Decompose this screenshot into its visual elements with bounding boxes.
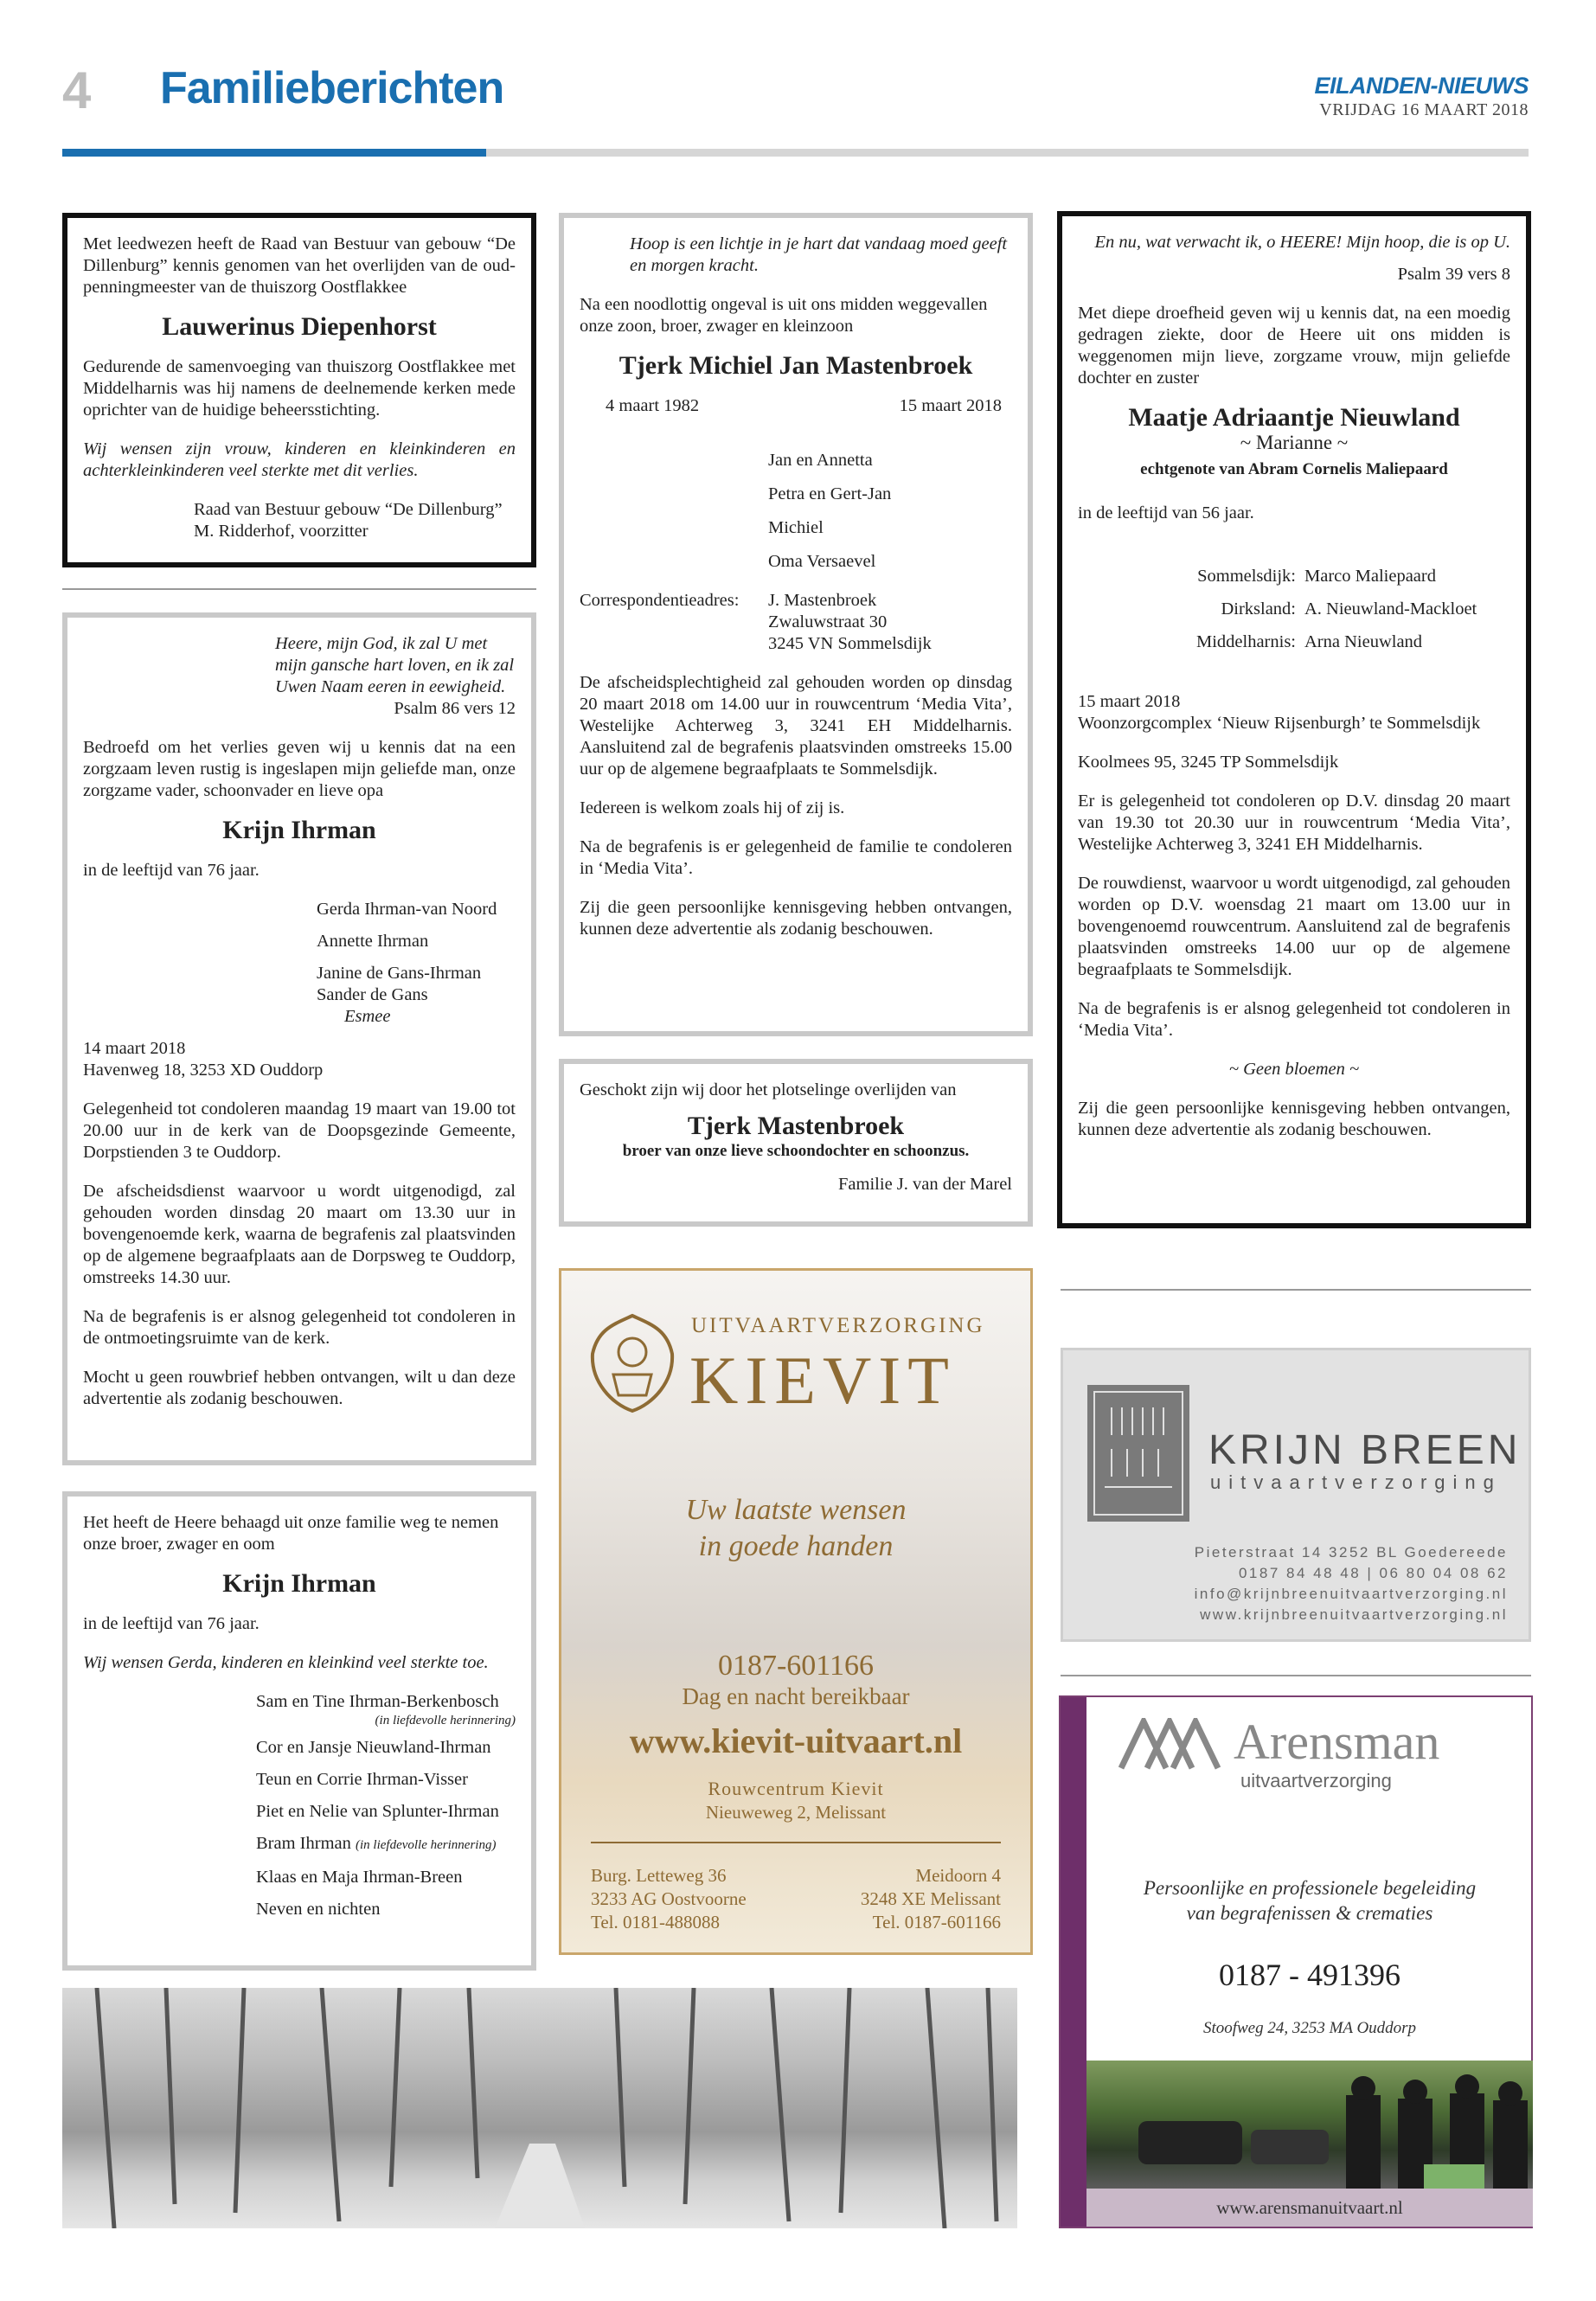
notice-intro: Na een noodlottig ongeval is uit ons midden weggevallen onze zoon, broer, zwager en kleinzoon (580, 295, 988, 336)
no-flowers-note: ~ Geen bloemen ~ (1228, 1060, 1360, 1079)
section-title: Familieberichten (160, 63, 504, 113)
deceased-age: in de leeftijd van 76 jaar. (83, 861, 260, 880)
service-info: De afscheidsdienst waarvoor u wordt uitgenodigd, zal gehouden worden dinsdag 20 maart om 13.30 uur in bovengenoemde kerk, waarna de begrafenis zal plaatsvinden op de algemene begraafplaats aan de Dorpsweg te Ouddorp, omstreeks 14.30 uur. (83, 1182, 516, 1287)
deceased-name: Krijn Ihrman (222, 816, 376, 844)
address-line: Tel. 0187-601166 (872, 1912, 1001, 1932)
signature-line: Raad van Bestuur gebouw “De Dillenburg” (194, 500, 503, 519)
relative-name: Teun en Corrie Ihrman-Visser (256, 1770, 468, 1789)
notice-mastenbroek-marel (559, 1059, 1033, 1227)
after-burial-info: Na de begrafenis is er alsnog gelegenheid tot condoleren in ‘Media Vita’. (1078, 999, 1510, 1040)
deceased-name: Tjerk Michiel Jan Mastenbroek (619, 351, 973, 380)
relative-name: Janine de Gans-Ihrman (317, 964, 482, 983)
verse: Hoop is een lichtje in je hart dat vandaag moed geeft en morgen kracht. (630, 234, 1008, 275)
address-line: 3233 AG Oostvoorne (591, 1888, 747, 1909)
kievit-rouwcentrum: Rouwcentrum Kievit (708, 1778, 884, 1799)
deceased-age: in de leeftijd van 56 jaar. (1078, 503, 1254, 522)
notice-mastenbroek-family (559, 213, 1033, 1036)
arensman-address: Stoofweg 24, 3253 MA Ouddorp (1202, 2019, 1417, 2037)
krijn-breen-advertisement (1061, 1348, 1531, 1642)
kievit-address-right (861, 1864, 1001, 1934)
notice-intro: Met diepe droefheid geven wij u kennis dat, na een moedig gedragen ziekte, door de Heere uit ons midden is weggenomen mijn lieve, zorgzame vrouw, mijn geliefde dochter en zuster (1078, 304, 1510, 388)
kievit-brand-small: UITVAARTVERZORGING (691, 1314, 985, 1337)
farewell-info: De afscheidsplechtigheid zal gehouden worden op dinsdag 20 maart 2018 om 14.00 uur in rouwcentrum ‘Media Vita’, Westelijke Achterweg 3, 3241 EH Middelharnis. Aansluitend zal de begrafenis plaatsvinden omstreeks 15.00 uur op de algemene begraafplaats te Sommelsdijk. (580, 673, 1012, 779)
notice-wish: Wij wensen zijn vrouw, kinderen en kleinkinderen en achterkleinkinderen veel sterkte met dit verlies. (83, 439, 516, 480)
relative-place: Sommelsdijk: (1197, 567, 1296, 586)
verse: Heere, mijn God, ik zal U met mijn gansche hart loven, en ik zal Uwen Naam eeren in eewigheid. (275, 634, 515, 696)
death-date: 15 maart 2018 (899, 396, 1002, 415)
arensman-photo (1086, 2061, 1533, 2189)
header-rule-accent (62, 149, 486, 157)
grandchild-name: Esmee (344, 1007, 391, 1026)
arensman-tagline: Persoonlijke en professionele begeleiding (1143, 1877, 1477, 1899)
relative-name: Gerda Ihrman-van Noord (317, 900, 497, 919)
deceased-name: Tjerk Mastenbroek (687, 1112, 905, 1140)
relative-note: (in liefdevolle herinnering) (356, 1838, 497, 1852)
relative-name: Oma Versaevel (768, 552, 876, 571)
contact-email-link[interactable]: info@krijnbreenuitvaartverzorging.nl (1194, 1586, 1508, 1602)
relative-name: Cor en Jansje Nieuwland-Ihrman (256, 1738, 491, 1757)
kievit-brand-name: KIEVIT (689, 1343, 956, 1418)
notice-wish: Wij wensen Gerda, kinderen en kleinkind veel sterkte toe. (83, 1653, 489, 1672)
kievit-separator (591, 1842, 1001, 1843)
column-divider (1061, 1675, 1531, 1676)
correspondence-label: Correspondentieadres: (580, 591, 740, 610)
kievit-advertisement (559, 1268, 1033, 1955)
arensman-phone: 0187 - 491396 (1219, 1958, 1401, 1992)
relative-name: Petra en Gert-Jan (768, 484, 892, 503)
kievit-address-left (591, 1864, 747, 1934)
condolence-info: Er is gelegenheid tot condoleren op D.V. dinsdag 20 maart van 19.30 tot 20.30 uur in rouwcentrum ‘Media Vita’, Westelijke Achterweg 3, 3241 EH Middelharnis. (1078, 792, 1510, 854)
notice-diepenhorst (62, 213, 536, 567)
closing-note: Zij die geen persoonlijke kennisgeving hebben ontvangen, kunnen deze advertentie als zodanig beschouwen. (1078, 1099, 1510, 1139)
correspondence-line: J. Mastenbroek (768, 591, 877, 610)
krijn-breen-logo-icon (1087, 1385, 1189, 1522)
signature-line: Familie J. van der Marel (838, 1175, 1012, 1194)
notice-intro: Met leedwezen heeft de Raad van Bestuur van gebouw “De Dillenburg” kennis genomen van het overlijden van de oud-penningmeester van de thuiszorg Oostflakkee (83, 234, 516, 297)
forest-trees-graphic (62, 1988, 1017, 2228)
notice-location: Woonzorgcomplex ‘Nieuw Rijsenburgh’ te Sommelsdijk (1078, 714, 1481, 733)
relative-note: (in liefdevolle herinnering) (375, 1714, 516, 1727)
deceased-name: Krijn Ihrman (222, 1569, 376, 1598)
birth-date: 4 maart 1982 (606, 396, 700, 415)
relative-name: Arna Nieuwland (1304, 632, 1423, 651)
kievit-rouwcentrum-address: Nieuweweg 2, Melissant (705, 1802, 887, 1823)
relative-name: Klaas en Maja Ihrman-Breen (256, 1868, 463, 1887)
notice-intro: Bedroefd om het verlies geven wij u kennis dat na een zorgzaam leven rustig is ingeslapen mijn geliefde man, onze zorgzame vader, schoonvader en lieve opa (83, 738, 516, 800)
column-divider (62, 588, 536, 590)
after-burial-info: Na de begrafenis is er alsnog gelegenheid tot condoleren in de ontmoetingsruimte van de kerk. (83, 1307, 516, 1348)
contact-website-link[interactable]: www.krijnbreenuitvaartverzorging.nl (1200, 1606, 1508, 1623)
arensman-tagline: van begrafenissen & crematies (1186, 1902, 1433, 1924)
relative-name: Piet en Nelie van Splunter-Ihrman (256, 1802, 499, 1821)
page-number: 4 (62, 61, 92, 119)
verse-reference: Psalm 39 vers 8 (1397, 265, 1510, 284)
address-line: Meidoorn 4 (915, 1865, 1001, 1886)
deceased-age: in de leeftijd van 76 jaar. (83, 1614, 260, 1633)
krijn-breen-subtitle: uitvaartverzorging (1210, 1471, 1502, 1493)
closing-note: Zij die geen persoonlijke kennisgeving hebben ontvangen, kunnen deze advertentie als zodanig beschouwen. (580, 898, 1012, 939)
relative-place: Dirksland: (1221, 599, 1296, 619)
verse: En nu, wat verwacht ik, o HEERE! Mijn hoop, die is op U. (1094, 233, 1510, 252)
arensman-website-link[interactable]: www.arensmanuitvaart.nl (1086, 2189, 1533, 2227)
forest-image (62, 1988, 1017, 2228)
krijn-breen-title: KRIJN BREEN (1208, 1427, 1522, 1473)
relative-name: Annette Ihrman (317, 932, 429, 951)
correspondence-line: Zwaluwstraat 30 (768, 612, 888, 631)
kievit-phone: 0187-601166 (717, 1650, 875, 1682)
contact-line: 0187 84 48 48 | 06 80 04 08 62 (1238, 1565, 1508, 1581)
signature-line: M. Ridderhof, voorzitter (194, 522, 369, 541)
contact-line: Pieterstraat 14 3252 BL Goedereede (1194, 1544, 1508, 1561)
notice-address: Havenweg 18, 3253 XD Ouddorp (83, 1061, 324, 1080)
notice-intro: Geschokt zijn wij door het plotselinge overlijden van (580, 1080, 957, 1099)
relative-name: Sander de Gans (317, 985, 428, 1004)
kievit-availability: Dag en nacht bereikbaar (682, 1683, 910, 1709)
welcome-note: Iedereen is welkom zoals hij of zij is. (580, 798, 845, 817)
closing-note: Mocht u geen rouwbrief hebben ontvangen, wilt u dan deze advertentie als zodanig beschouwen. (83, 1368, 516, 1408)
kievit-crest-icon (587, 1312, 677, 1414)
service-info: De rouwdienst, waarvoor u wordt uitgenodigd, zal gehouden worden op D.V. woensdag 21 maart om 13.00 uur in bovengenoemd rouwcentrum. Aansluitend zal de begrafenis plaatsvinden omstreeks 14.00 uur op de algemene begraafplaats te Sommelsdijk. (1078, 874, 1510, 979)
condolence-info: Gelegenheid tot condoleren maandag 19 maart van 19.00 tot 20.00 uur in de kerk van de Doopsgezinde Gemeente, Dorpstienden 3 te Ouddorp. (83, 1099, 516, 1162)
verse-reference: Psalm 86 vers 12 (394, 699, 516, 718)
notice-ihrman-siblings (62, 1491, 536, 1971)
after-burial-info: Na de begrafenis is er gelegenheid de familie te condoleren in ‘Media Vita’. (580, 837, 1012, 878)
relative-name: Bram Ihrman (256, 1834, 351, 1853)
arensman-logo-icon (1118, 1718, 1225, 1772)
deceased-nickname: ~ Marianne ~ (1240, 432, 1349, 453)
arensman-advertisement (1059, 1695, 1533, 2228)
relative-place: Middelharnis: (1195, 632, 1296, 651)
issue-date: VRIJDAG 16 MAART 2018 (1319, 100, 1529, 119)
kievit-slogan-line: Uw laatste wensen (685, 1494, 907, 1526)
notice-date: 14 maart 2018 (83, 1039, 186, 1058)
relative-name: Marco Maliepaard (1304, 567, 1436, 586)
arensman-logo-text: Arensman (1234, 1714, 1440, 1770)
deceased-name: Lauwerinus Diepenhorst (162, 312, 437, 341)
arensman-logo-subtitle: uitvaartverzorging (1240, 1770, 1392, 1791)
notice-ihrman-family (62, 612, 536, 1465)
deceased-name: Maatje Adriaantje Nieuwland (1128, 403, 1460, 432)
newspaper-logo: EILANDEN-NIEUWS (1314, 73, 1529, 99)
arensman-side-stripe (1061, 1697, 1086, 2227)
notice-subtitle: broer van onze lieve schoondochter en schoonzus. (622, 1142, 970, 1160)
kievit-slogan-line: in goede handen (698, 1530, 894, 1562)
relative-name: Michiel (768, 518, 824, 537)
relative-name: Sam en Tine Ihrman-Berkenbosch (256, 1692, 499, 1711)
address-line: Tel. 0181-488088 (591, 1912, 721, 1932)
address-line: Burg. Letteweg 36 (591, 1865, 727, 1886)
spouse-line: echtgenote van Abram Cornelis Maliepaard (1140, 460, 1448, 478)
notice-date: 15 maart 2018 (1078, 692, 1181, 711)
relative-name: Jan en Annetta (768, 451, 873, 470)
relative-name: Neven en nichten (256, 1900, 381, 1919)
notice-address: Koolmees 95, 3245 TP Sommelsdijk (1078, 753, 1339, 772)
address-line: 3248 XE Melissant (860, 1888, 1001, 1909)
notice-intro: Het heeft de Heere behaagd uit onze familie weg te nemen onze broer, zwager en oom (83, 1513, 499, 1554)
notice-nieuwland (1057, 211, 1531, 1228)
correspondence-line: 3245 VN Sommelsdijk (768, 634, 932, 653)
notice-body: Gedurende de samenvoeging van thuiszorg Oostflakkee met Middelharnis was hij namens de deelnemende kerken mede oprichter van de huidige beheersstichting. (83, 357, 516, 420)
kievit-website-link[interactable]: www.kievit-uitvaart.nl (629, 1721, 963, 1760)
column-divider (1061, 1289, 1531, 1291)
relative-name: A. Nieuwland-Mackloet (1304, 599, 1477, 619)
